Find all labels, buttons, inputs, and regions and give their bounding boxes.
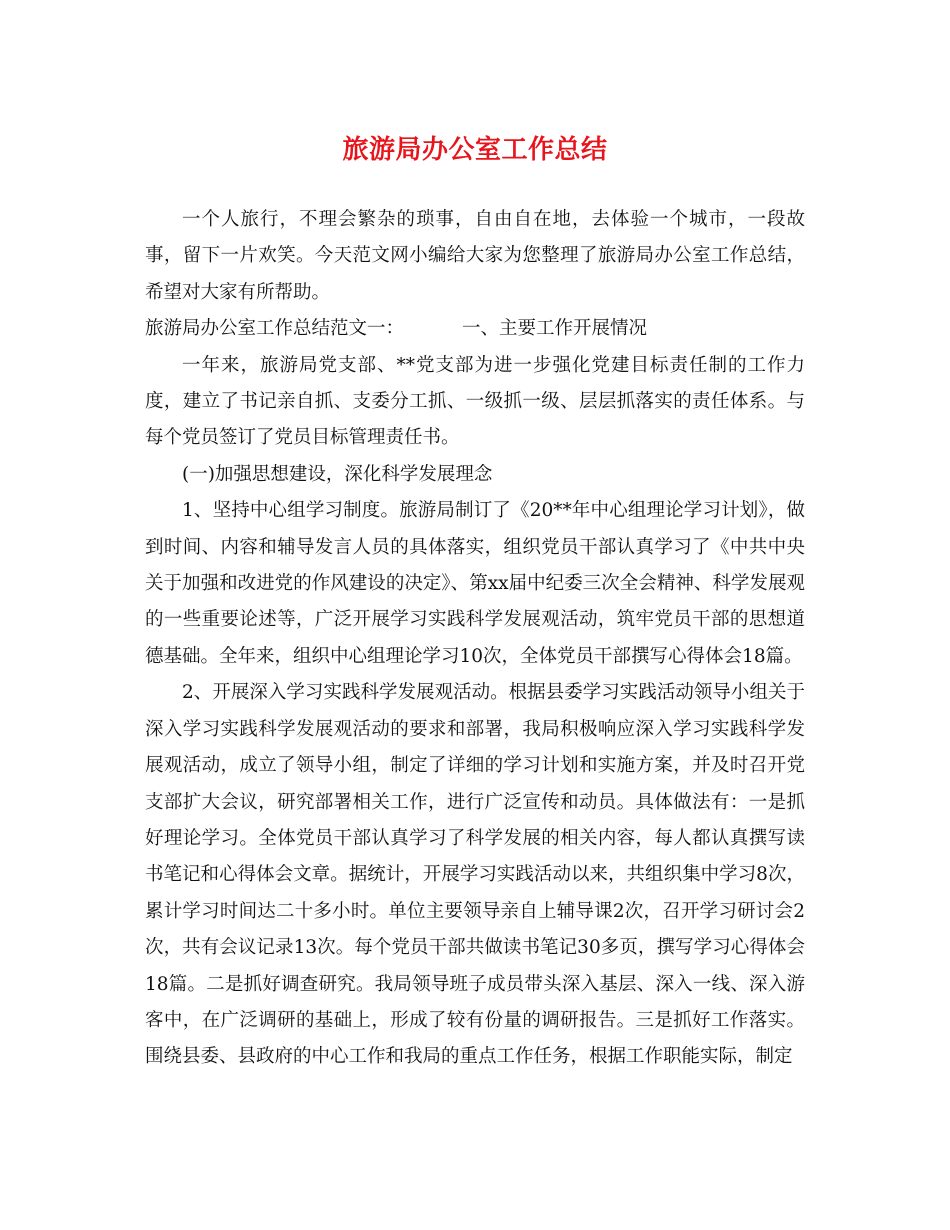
subheading-1: (一)加强思想建设，深化科学发展理念 xyxy=(182,463,493,485)
intro-paragraph: 一个人旅行，不理会繁杂的琐事，自由自在地，去体验一个城市，一段故事，留下一片欢笑。今天范文网小编给大家为您整理了旅游局办公室工作总结，希望对大家有所帮助。 xyxy=(145,209,805,303)
section-heading: 一、主要工作开展情况 xyxy=(462,318,648,340)
sample-heading-line xyxy=(145,311,805,347)
document-body xyxy=(145,202,805,1076)
overview-paragraph: 一年来，旅游局党支部、**党支部为进一步强化党建目标责任制的工作力度，建立了书记亲自抓、支委分工抓、一级抓一级、层层抓落实的责任体系。与每个党员签订了党员目标管理责任书。 xyxy=(145,354,805,449)
sample-label: 旅游局办公室工作总结范文一： xyxy=(145,318,405,340)
item-2-paragraph: 2、开展深入学习实践科学发展观活动。根据县委学习实践活动领导小组关于深入学习实践科学发展观活动的要求和部署，我局积极响应深入学习实践科学发展观活动，成立了领导小组，制定了详细的学习计划和实施方案，并及时召开党支部扩大会议，研究部署相关工作，进行广泛宣传和动员。具体做法有：一是抓好理论学习。全体党员干部认真学习了科学发展的相关内容，每人都认真撰写读书笔记和心得体会文章。据统计，开展学习实践活动以来，共组织集中学习8次，累计学习时间达二十多小时。单位主要领导亲自上辅导课2次，召开学习研讨会2次，共有会议记录13次。每个党员干部共做读书笔记30多页，撰写学习心得体会18篇。二是抓好调查研究。我局领导班子成员带头深入基层、深入一线、深入游客中，在广泛调研的基础上，形成了较有份量的调研报告。三是抓好工作落实。围绕县委、县政府的中心工作和我局的重点工作任务，根据工作职能实际，制定 xyxy=(145,682,805,1068)
document-title: 旅游局办公室工作总结 xyxy=(342,135,608,165)
item-1-paragraph: 1、坚持中心组学习制度。旅游局制订了《20**年中心组理论学习计划》，做到时间、内容和辅导发言人员的具体落实，组织党员干部认真学习了《中共中央关于加强和改进党的作风建设的决定》、第xx届中纪委三次全会精神、科学发展观的一些重要论述等，广泛开展学习实践科学发展观活动，筑牢党员干部的思想道德基础。全年来，组织中心组理论学习10次，全体党员干部撰写心得体会18篇。 xyxy=(145,500,805,667)
